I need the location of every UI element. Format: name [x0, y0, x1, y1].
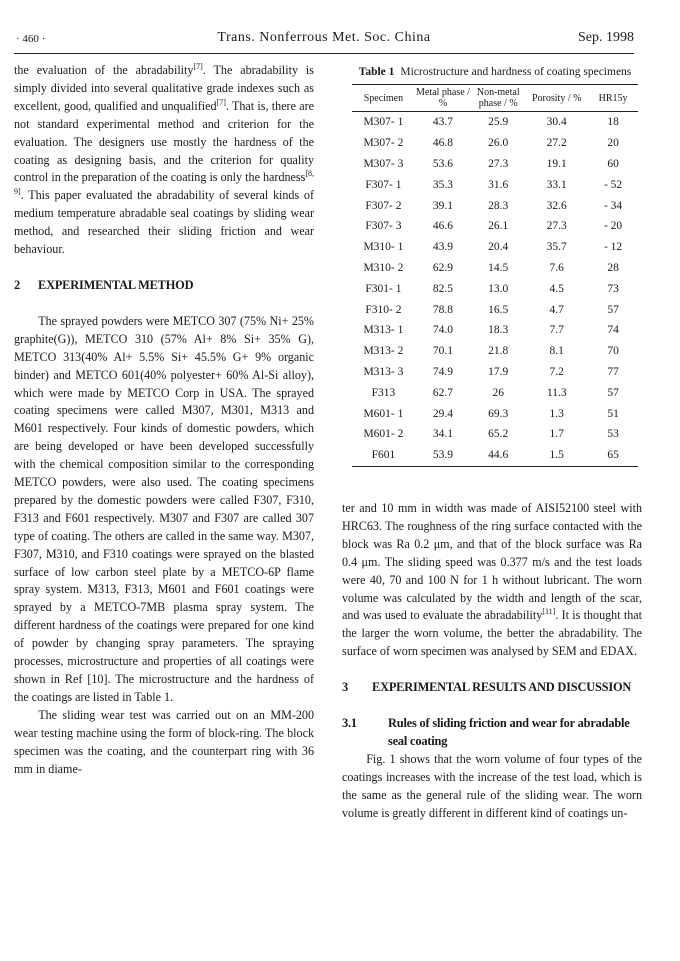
- table-cell: 35.7: [546, 241, 567, 254]
- table-cell: 17.9: [488, 365, 509, 378]
- table-cell: 44.6: [488, 449, 509, 462]
- paragraph-materials: The sprayed powders were METCO 307 (75% Ni+ 25% graphite(G)), METCO 310 (57% Al+ 8% Si+ 35% G), METCO 313(40% Al+ 5.5% Si+ 45.5% G+ 9% organic binder) and METCO 601(40% polyester+ 60% Al-Si alloy), which were made by METCO Corp in USA. The sprayed coating specimens were called M307, M301, M313 and M601 respectively. Four kinds of domestic powders, which are being developed or have been developed successfully with the chemical composition similar to the corresponding METCO powders, were also used. The coating specimens prepared by the domestic powders were called F307, F310, F313 and F601 respectively. M307 and F307 are called 307 type of coating. The others are called in the same way. M307, F307, M310, and F310 coatings were sprayed on the blasted surface of low carbon steel plate by a METCO-6P flame spray system. M313, F313, M601 and F601 coatings were sprayed by a METCO-7MB plasma spray system. The different hardness of the coatings were prepared for one kind of powder by changing spray parameters. The spraying processes, microstructure and properties of all coatings were shown in Ref [10]. The microstructure and the hardness of the coatings are listed in Table 1.: [14, 313, 314, 704]
- table-cell: 77: [607, 365, 619, 378]
- table-cell: M601- 1: [363, 407, 404, 420]
- table-cell: 18.3: [488, 324, 509, 337]
- left-column: [14, 62, 314, 778]
- table-cell: 65.2: [488, 428, 509, 441]
- paragraph-intro-cont: the evaluation of the abradability[7]. The abradability is simply divided into several qualitative grade indexes such as excellent, good, qualified and unqualified[7]. That is, there are not standard experimental method and criterion for the evaluation. The designers use mostly the hardness of the coating as designing basis, and the criterion for quality control in the preparation of the coating is only the hardness[8, 9]. This paper evaluated the abradability of several kinds of medium temperature abradable seal coatings by sliding wear method, and researched their sliding friction and wear behaviour.: [14, 62, 314, 257]
- table-cell: 13.0: [488, 282, 509, 295]
- table-cell: 53.6: [432, 157, 454, 170]
- table-cell: 27.3: [546, 220, 567, 233]
- paragraph-test-setup: The sliding wear test was carried out on an MM-200 wear testing machine using the form of block-ring. The block specimen was the coating, and the counterpart ring with 36 mm in diame-: [14, 707, 314, 776]
- table-cell: 53.9: [432, 449, 454, 462]
- table-row: [352, 258, 638, 279]
- table-row: [352, 112, 638, 133]
- table-cell: M310- 1: [363, 241, 404, 254]
- table-cell: 28.3: [488, 199, 509, 212]
- table-cell: 4.7: [549, 303, 564, 316]
- table-cell: 31.6: [488, 178, 509, 191]
- section-heading-2: 2 EXPERIMENTAL METHOD: [14, 277, 194, 292]
- table-row: [352, 174, 638, 195]
- table-cell: 53: [607, 428, 619, 441]
- table-cell: 70.1: [432, 345, 454, 358]
- table-cell: F310- 2: [365, 303, 402, 316]
- table-row: [352, 216, 638, 237]
- table-cell: 7.2: [549, 365, 564, 378]
- column-header: HR15y: [598, 92, 628, 104]
- table-cell: 46.8: [432, 137, 454, 150]
- table-cell: 27.2: [546, 137, 567, 150]
- table-cell: 20: [607, 137, 619, 150]
- table-cell: 27.3: [488, 157, 509, 170]
- table-cell: M313- 3: [363, 365, 404, 378]
- table-cell: 1.5: [549, 449, 564, 462]
- table-cell: 28: [607, 261, 619, 274]
- table-cell: M313- 1: [363, 324, 404, 337]
- table-cell: F307- 3: [365, 220, 402, 233]
- data-table: [352, 84, 638, 467]
- running-header: [14, 30, 634, 52]
- table-cell: 1.3: [549, 407, 564, 420]
- table-1: [352, 64, 638, 467]
- table-cell: - 52: [603, 178, 623, 191]
- table-cell: 46.6: [432, 220, 454, 233]
- table-row: [352, 403, 638, 424]
- table-row: [352, 278, 638, 299]
- table-cell: F601: [371, 449, 396, 462]
- page-number: · 460 ·: [16, 33, 46, 45]
- table-cell: M313- 2: [363, 345, 404, 358]
- journal-title: Trans. Nonferrous Met. Soc. China: [217, 30, 431, 45]
- column-header: Specimen: [363, 92, 404, 104]
- table-row: [352, 445, 638, 466]
- paragraph-test-conditions: ter and 10 mm in width was made of AISI52100 steel with HRC63. The roughness of the ring surface contacted with the block was Ra 0.2 μm, and that of the block surface was Ra 0.4 μm. The sliding speed was 0.377 m/s and the test loads were 40, 70 and 100 N for 1 h without lubricant. The worn volume was calculated by the width and length of the scar, and was used to evaluate the abradability[11]. It is thought that the larger the worn volume, the better the abradability. The surface of worn specimen was analysed by SEM and EDAX.: [342, 501, 642, 659]
- section-heading-3: 3 EXPERIMENTAL RESULTS AND DISCUSSION: [342, 680, 632, 695]
- table-cell: 29.4: [432, 407, 454, 420]
- column-header: Metal phase / %: [416, 87, 470, 109]
- table-cell: 69.3: [488, 407, 509, 420]
- table-cell: 20.4: [488, 241, 509, 254]
- table-cell: 43.9: [432, 241, 454, 254]
- table-cell: M307- 2: [363, 137, 404, 150]
- table-cell: 82.5: [432, 282, 454, 295]
- table-row: [352, 299, 638, 320]
- table-row: [352, 382, 638, 403]
- table-cell: 26.0: [488, 137, 509, 150]
- table-cell: 34.1: [432, 428, 454, 441]
- table-cell: 4.5: [549, 282, 564, 295]
- table-cell: 25.9: [488, 116, 509, 129]
- table-cell: 33.1: [546, 178, 567, 191]
- table-cell: 30.4: [546, 116, 567, 129]
- table-cell: 8.1: [549, 345, 564, 358]
- table-cell: 11.3: [546, 386, 567, 399]
- table-cell: F307- 1: [365, 178, 402, 191]
- table-cell: 21.8: [488, 345, 509, 358]
- table-cell: 26.1: [488, 220, 509, 233]
- table-cell: 70: [607, 345, 619, 358]
- table-cell: 39.1: [432, 199, 454, 212]
- table-cell: 7.6: [549, 261, 564, 274]
- table-cell: 43.7: [432, 116, 454, 129]
- table-cell: M307- 1: [363, 116, 404, 129]
- table-cell: 26: [492, 386, 504, 399]
- table-cell: M307- 3: [363, 157, 404, 170]
- table-cell: 74.0: [432, 324, 454, 337]
- table-cell: 74.9: [432, 365, 454, 378]
- table-cell: F313: [371, 386, 396, 399]
- column-header: Porosity / %: [532, 92, 582, 104]
- table-cell: 57: [607, 386, 619, 399]
- column-header: Non-metal phase / %: [476, 87, 520, 109]
- table-cell: 18: [607, 116, 619, 129]
- issue-date: Sep. 1998: [578, 30, 634, 45]
- table-cell: - 34: [603, 199, 623, 212]
- table-cell: 62.9: [432, 261, 454, 274]
- table-row: [352, 154, 638, 175]
- right-column: [342, 500, 642, 823]
- table-cell: 60: [607, 157, 619, 170]
- table-cell: 32.6: [546, 199, 567, 212]
- table-caption: Table 1 Microstructure and hardness of coating specimens: [358, 66, 632, 78]
- table-row: [352, 237, 638, 258]
- paragraph-results: Fig. 1 shows that the worn volume of four types of the coatings increases with the increase of the test load, which is the same as the general rule of the sliding wear. The worn volume is greatly different in different kind of coatings un-: [342, 751, 642, 820]
- table-row: [352, 133, 638, 154]
- table-cell: 62.7: [432, 386, 454, 399]
- table-row: [352, 362, 638, 383]
- table-cell: 65: [607, 449, 619, 462]
- table-cell: M601- 2: [363, 428, 404, 441]
- table-cell: 14.5: [488, 261, 509, 274]
- table-cell: 74: [607, 324, 619, 337]
- table-cell: 16.5: [488, 303, 509, 316]
- table-cell: 35.3: [432, 178, 454, 191]
- section-heading-3-1: 3.1 Rules of sliding friction and wear for abradable seal coating: [342, 716, 630, 748]
- table-cell: 78.8: [432, 303, 454, 316]
- table-cell: 7.7: [549, 324, 564, 337]
- table-cell: - 12: [603, 241, 623, 254]
- table-row: [352, 195, 638, 216]
- table-cell: F307- 2: [365, 199, 402, 212]
- table-row: [352, 341, 638, 362]
- table-row: [352, 424, 638, 445]
- table-cell: F301- 1: [365, 282, 402, 295]
- table-cell: 19.1: [546, 157, 567, 170]
- table-row: [352, 320, 638, 341]
- table-cell: - 20: [603, 220, 623, 233]
- table-cell: 57: [607, 303, 619, 316]
- header-rule: [14, 53, 634, 54]
- table-cell: M310- 2: [363, 261, 404, 274]
- table-cell: 1.7: [549, 428, 564, 441]
- table-cell: 51: [607, 407, 619, 420]
- table-cell: 73: [607, 282, 619, 295]
